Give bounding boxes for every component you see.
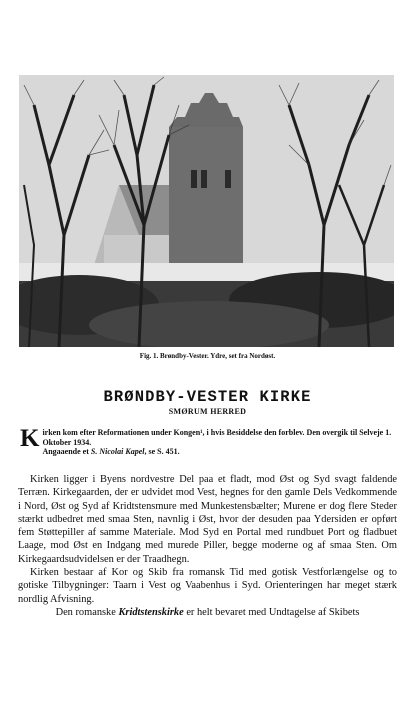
- intro-reference: [20, 447, 397, 457]
- figure-caption: Fig. 1. Brøndby-Vester. Ydre, set fra Nordøst.: [139, 352, 276, 360]
- paragraph-1: Kirken ligger i Byens nordvestre Del paa et fladt, mod Øst og Syd svagt faldende Terræn. Kirkegaarden, der er udvidet mod Vest, hegnes for den gamle Dels Vedkommende i Nord, Øst og Syd af Kridtstensmure med Munkestensbælter; Murene er dog flere Steder stærkt udbedret med smaa Sten, navnlig i Øst, hvor der desuden paa Ydersiden er opført fem Støttepiller af samme Materiale. Mod Syd en Portal med rundbuet Port og fladbuet Laage, mod Øst en Indgang med murede Piller, begge moderne og af smaa Sten. Om Kirkegaardsudvidelsen er der Traadhegn.: [18, 474, 397, 565]
- paragraph-3-emphasis: Kridtstenskirke: [118, 606, 184, 618]
- church-photo-illustration: [19, 75, 394, 347]
- page-subtitle: SMØRUM HERRED: [168, 407, 247, 416]
- drop-cap: K: [20, 425, 40, 452]
- body-text: [18, 473, 397, 619]
- page-title: BRØNDBY-VESTER KIRKE: [103, 388, 312, 406]
- reference-link: S. Nicolai Kapel: [90, 447, 145, 456]
- intro-text: irken kom efter Reformationen under Kongen¹, i hvis Besiddelse den forblev. Den overgik til Selveje 1. Oktober 1934.: [42, 428, 392, 447]
- paragraph-3-suffix: er helt bevaret med Undtagelse af Skibets: [183, 606, 360, 618]
- paragraph-3: [18, 606, 397, 619]
- intro-paragraph: [20, 425, 397, 457]
- paragraph-2: Kirken bestaar af Kor og Skib fra romansk Tid med gotisk Vestforlængelse og to gotiske Tilbygninger: Taarn i Vest og Vaabenhus i Syd. Orienteringen har meget stærk nordlig Afvisning.: [18, 567, 397, 605]
- reference-suffix: , se S. 451.: [144, 447, 180, 456]
- paragraph-3-prefix: Den romanske: [55, 606, 119, 618]
- reference-prefix: Angaaende et: [42, 447, 91, 456]
- church-photograph: [19, 75, 394, 347]
